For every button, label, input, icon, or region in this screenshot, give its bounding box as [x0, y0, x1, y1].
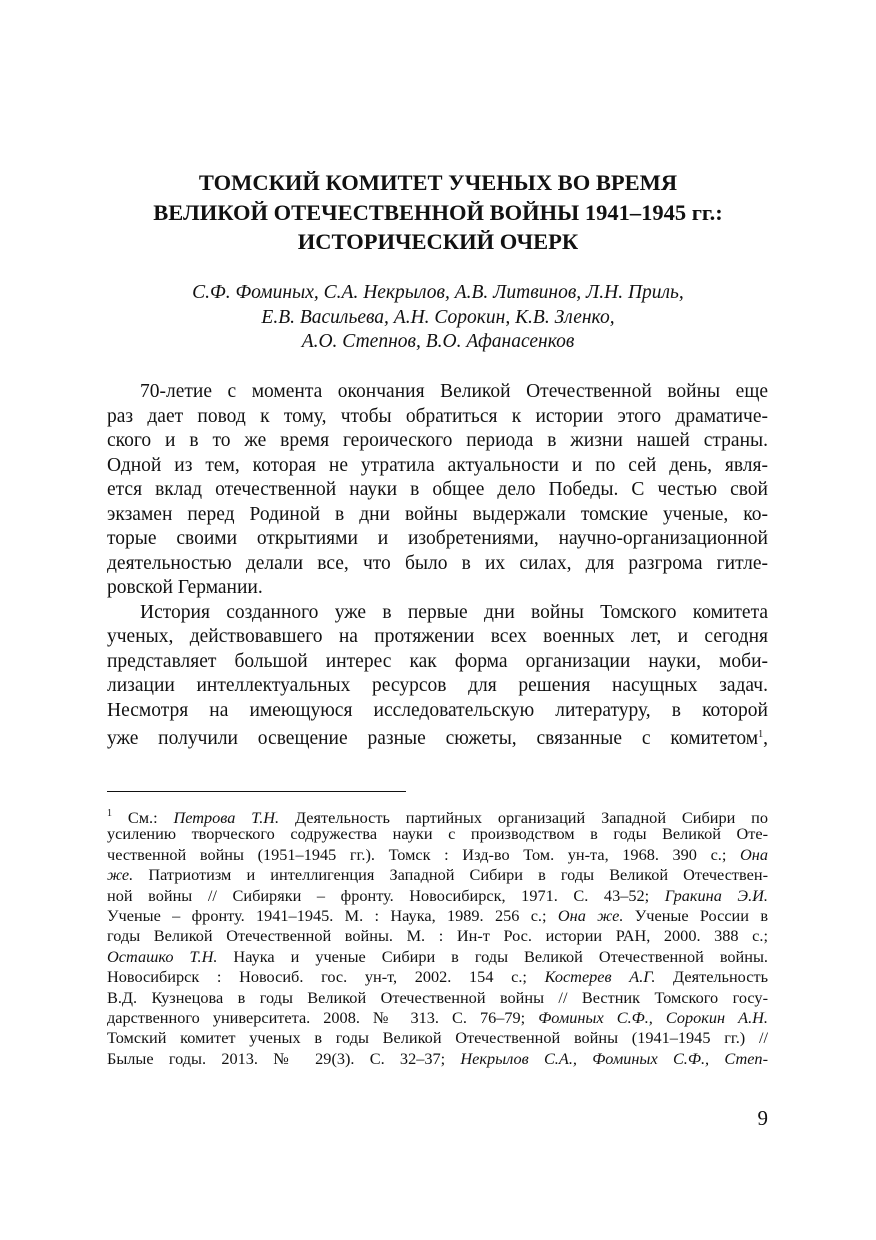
- text-run: представляет большой интерес как форма организации науки, моби-: [107, 650, 768, 672]
- text-line: [107, 601, 768, 626]
- title-line: ИСТОРИЧЕСКИЙ ОЧЕРК: [297, 229, 579, 254]
- footnote-line: [107, 865, 768, 885]
- footnote-line: [107, 1028, 768, 1048]
- text-line: [107, 380, 768, 405]
- text-run: Ученые – фронту. 1941–1945. М. : Наука, 1989. 256 с.;: [107, 905, 558, 925]
- text-run: Ученые России в: [623, 905, 769, 925]
- text-run: Патриотизм и интеллигенция Западной Сибири в годы Великой Отечествен-: [133, 865, 768, 885]
- title-line: ТОМСКИЙ КОМИТЕТ УЧЕНЫХ ВО ВРЕМЯ: [198, 170, 678, 195]
- text-run: ученых, действовавшего на протяжении всех военных лет, и сегодня: [107, 626, 768, 647]
- text-line: [107, 650, 768, 675]
- footnote-line: [107, 845, 768, 865]
- authors: [0, 281, 876, 355]
- text-run: Одной из тем, которая не утратила актуальности и по сей день, явля-: [107, 454, 768, 476]
- footnote-separator: [107, 791, 406, 792]
- text-run: Былые годы. 2013. № 29(3). С. 32–37;: [107, 1048, 461, 1068]
- text-run: ,: [763, 728, 768, 749]
- text-run: Деятельность: [655, 967, 768, 987]
- article-title: [0, 168, 876, 257]
- citation-author: Некрылов С.А., Фоминых С.Ф., Степ-: [460, 1048, 768, 1068]
- footnote-line: [107, 804, 768, 827]
- authors-line: А.О. Степнов, В.О. Афанасенков: [301, 331, 575, 352]
- authors-line: Е.В. Васильева, А.Н. Сорокин, К.В. Зленко,: [261, 306, 615, 328]
- footnote-line: [107, 1008, 768, 1028]
- text-run: экзамен перед Родиной в дни войны выдержали томские ученые, ко-: [107, 503, 768, 525]
- text-line: [107, 723, 768, 748]
- text-run: См.:: [112, 808, 174, 827]
- body-text: [107, 380, 768, 748]
- text-run: торые своими открытиями и изобретениями, научно-организационной: [107, 528, 768, 549]
- page-number: 9: [757, 1106, 768, 1130]
- footnotes: [107, 804, 768, 1069]
- text-run: ется вклад отечественной науки в общее дело Победы. С честью свой: [107, 479, 768, 500]
- text-run: годы Великой Отечественной войны. М. : Ин-т Рос. истории РАН, 2000. 388 с.;: [107, 926, 768, 946]
- title-line: ВЕЛИКОЙ ОТЕЧЕСТВЕННОЙ ВОЙНЫ 1941–1945 гг.:: [153, 199, 723, 225]
- citation-author: Фоминых С.Ф., Сорокин А.Н.: [538, 1007, 769, 1027]
- text-run: Томский комитет ученых в годы Великой Отечественной войны (1941–1945 гг.) //: [107, 1028, 768, 1048]
- footnote-ref: 1: [758, 729, 764, 740]
- text-run: ной войны // Сибиряки – фронту. Новосибирск, 1971. С. 43–52;: [107, 885, 665, 905]
- text-line: [107, 478, 768, 503]
- text-run: уже получили освещение разные сюжеты, связанные с комитетом: [107, 728, 759, 749]
- citation-author: Она же.: [557, 905, 624, 925]
- footnote-line: [107, 824, 768, 844]
- footnote-line: [107, 886, 768, 906]
- text-run: Несмотря на имеющуюся исследовательскую литературу, в которой: [107, 699, 768, 721]
- text-run: История созданного уже в первые дни войны Томского комитета: [140, 601, 768, 623]
- footnote-line: [107, 967, 768, 987]
- text-line: [107, 576, 768, 601]
- text-run: чественной войны (1951–1945 гг.). Томск : Изд-во Том. ун-та, 1968. 390 с.;: [107, 844, 741, 864]
- text-run: ровской Германии.: [107, 577, 263, 598]
- footnote-line: [107, 947, 768, 967]
- text-run: Деятельность партийных организаций Западной Сибири по: [279, 808, 768, 827]
- authors-line: С.Ф. Фоминых, С.А. Некрылов, А.В. Литвинов, Л.Н. Приль,: [192, 282, 684, 303]
- text-run: лизации интеллектуальных ресурсов для решения насущных задач.: [107, 675, 768, 696]
- text-line: [107, 429, 768, 454]
- text-line: [107, 405, 768, 430]
- footnote-line: [107, 926, 768, 946]
- text-line: [107, 454, 768, 479]
- footnote-line: [107, 1049, 768, 1069]
- text-line: [107, 625, 768, 650]
- citation-author: Она: [740, 844, 768, 864]
- text-run: Наука и ученые Сибири в годы Великой Отечественной войны.: [217, 946, 768, 966]
- text-line: [107, 503, 768, 528]
- text-line: [107, 527, 768, 552]
- text-run: дарственного университета. 2008. № 313. С. 76–79;: [107, 1007, 539, 1027]
- text-run: В.Д. Кузнецова в годы Великой Отечественной войны // Вестник Томского госу-: [107, 987, 768, 1007]
- text-run: ского и в то же время героического периода в жизни нашей страны.: [107, 430, 768, 451]
- text-line: [107, 699, 768, 724]
- text-line: [107, 552, 768, 577]
- citation-author: Петрова Т.Н.: [173, 808, 280, 827]
- text-run: раз дает повод к тому, чтобы обратиться к истории этого драматиче-: [107, 405, 768, 427]
- footnote-line: [107, 988, 768, 1008]
- text-run: Новосибирск : Новосиб. гос. ун-т, 2002. 154 с.;: [107, 967, 545, 987]
- text-line: [107, 674, 768, 699]
- citation-author: Гракина Э.И.: [664, 885, 768, 905]
- citation-author: Осташко Т.Н.: [107, 946, 218, 966]
- text-run: усилению творческого содружества науки с производством в годы Великой Оте-: [107, 824, 768, 844]
- footnote-line: [107, 906, 768, 926]
- citation-author: же.: [107, 865, 134, 885]
- text-run: 70-летие с момента окончания Великой Отечественной войны еще: [140, 381, 768, 402]
- footnote-ref: 1: [107, 808, 112, 819]
- citation-author: Костерев А.Г.: [544, 967, 656, 987]
- text-run: деятельностью делали все, что было в их силах, для разгрома гитле-: [107, 552, 768, 574]
